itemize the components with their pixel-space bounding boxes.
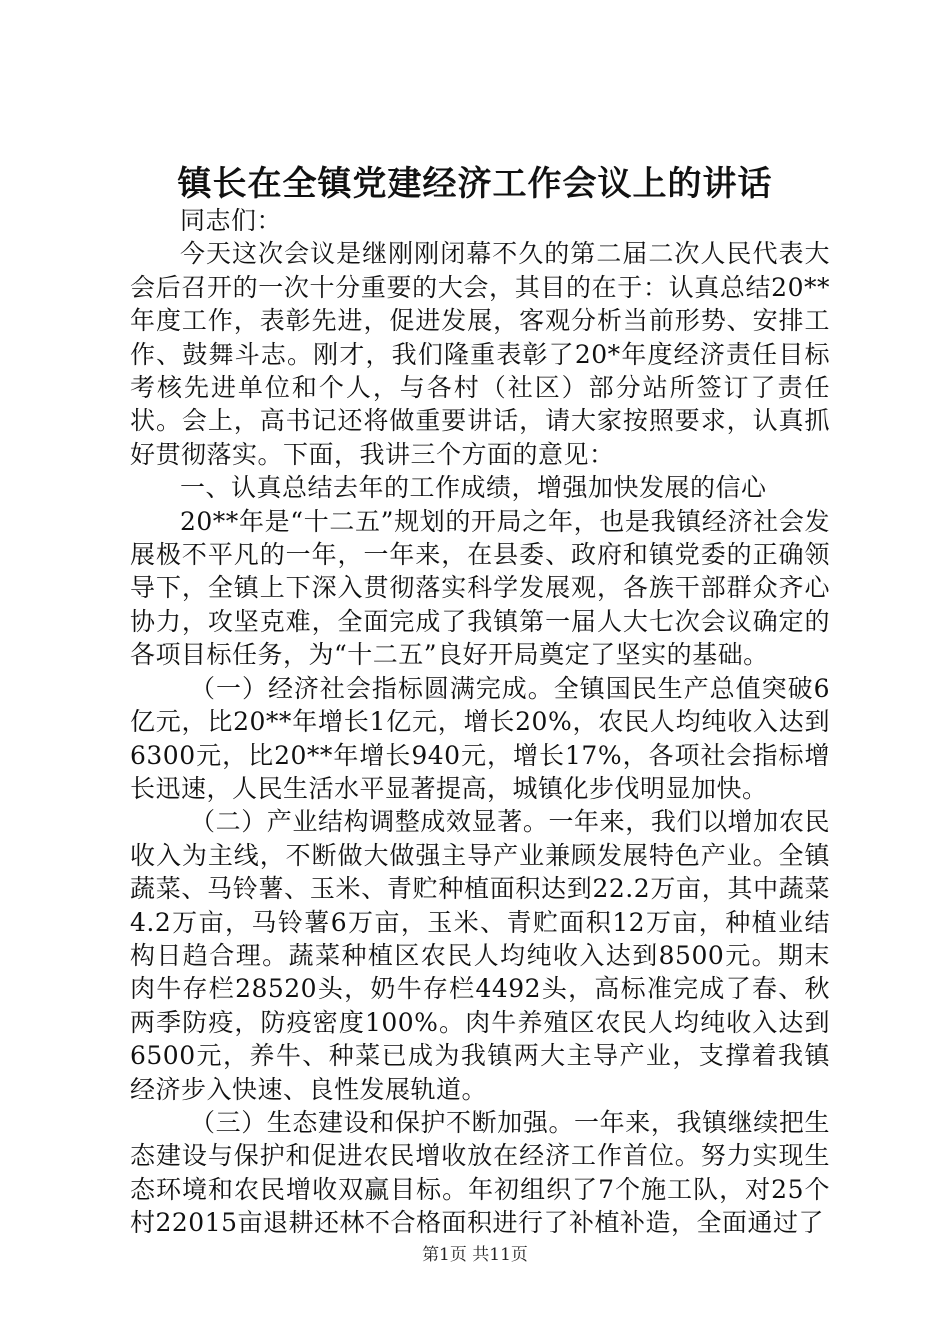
paragraph-item-2: （二）产业结构调整成效显著。一年来，我们以增加农民收入为主线，不断做大做强主导产业兼顾发展特色产业。全镇蔬菜、马铃薯、玉米、青贮种植面积达到22.2万亩，其中蔬菜4.2万亩，马铃薯6万亩，玉米、青贮面积12万亩，种植业结构日趋合理。蔬菜种植区农民人均纯收入达到8500元。期末肉牛存栏28520头，奶牛存栏4492头，高标准完成了春、秋两季防疫，防疫密度100%。肉牛养殖区农民人均纯收入达到6500元，养牛、种菜已成为我镇两大主导产业，支撑着我镇经济步入快速、良性发展轨道。: [130, 807, 830, 1104]
page-footer: 第1页 共11页: [422, 1245, 528, 1265]
paragraph-review: 20**年是“十二五”规划的开局之年，也是我镇经济社会发展极不平凡的一年，一年来，在县委、政府和镇党委的正确领导下，全镇上下深入贯彻落实科学发展观，各族干部群众齐心协力，攻坚克难，全面完成了我镇第一届人大七次会议确定的各项目标任务，为“十二五”良好开局奠定了坚实的基础。: [130, 506, 830, 670]
document-body: [130, 204, 830, 1240]
paragraph-intro: 今天这次会议是继刚刚闭幕不久的第二届二次人民代表大会后召开的一次十分重要的大会，其目的在于：认真总结20**年度工作，表彰先进，促进发展，客观分析当前形势、安排工作、鼓舞斗志。刚才，我们隆重表彰了20*年度经济责任目标考核先进单位和个人，与各村（社区）部分站所签订了责任状。会上，高书记还将做重要讲话，请大家按照要求，认真抓好贯彻落实。下面，我讲三个方面的意见：: [130, 239, 830, 469]
paragraph-item-3: （三）生态建设和保护不断加强。一年来，我镇继续把生态建设与保护和促进农民增收放在经济工作首位。努力实现生态环境和农民增收双赢目标。年初组织了7个施工队，对25个村22015亩退耕还林不合格面积进行了补植补造，全面通过了: [130, 1107, 830, 1238]
salutation: 同志们：: [180, 206, 283, 235]
document-title: 镇长在全镇党建经济工作会议上的讲话: [177, 164, 773, 204]
section-heading-1: 一、认真总结去年的工作成绩，增强加快发展的信心: [180, 473, 767, 503]
paragraph-item-1: （一）经济社会指标圆满完成。全镇国民生产总值突破6亿元，比20**年增长1亿元，增长20%，农民人均纯收入达到6300元，比20**年增长940元，增长17%，各项社会指标增长迅速，人民生活水平显著提高，城镇化步伐明显加快。: [130, 673, 830, 803]
